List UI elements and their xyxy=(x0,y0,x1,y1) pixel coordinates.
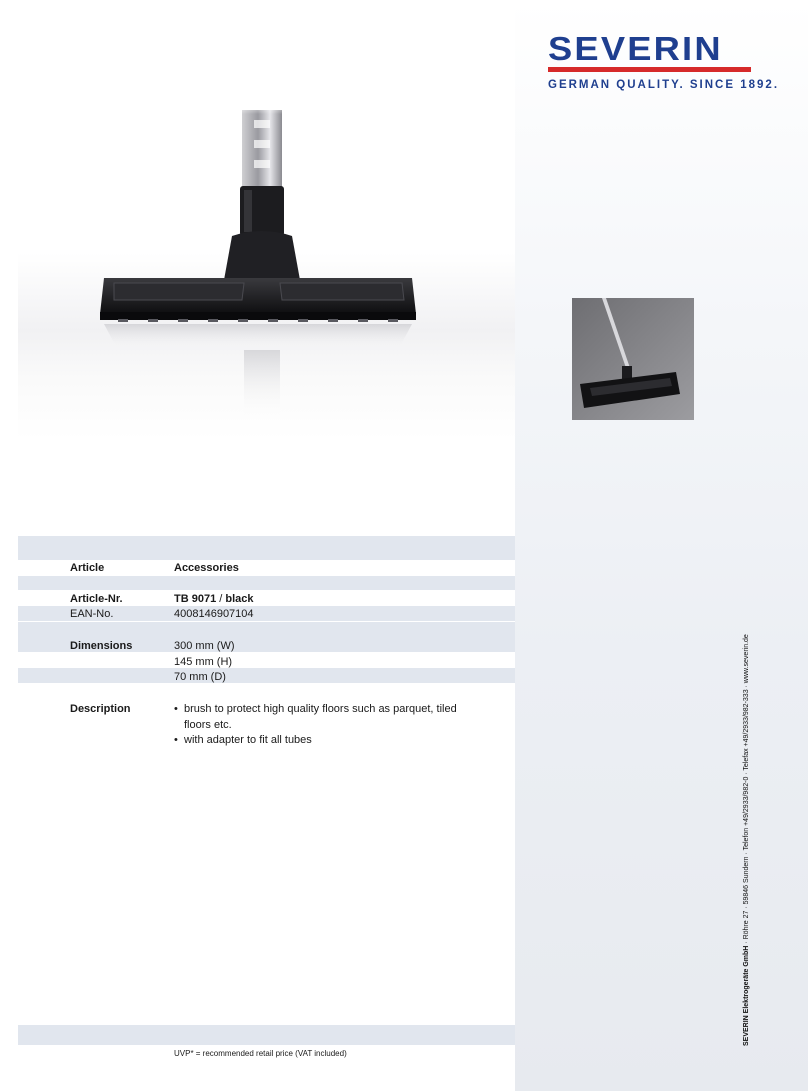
footnote: UVP* = recommended retail price (VAT included) xyxy=(174,1049,347,1058)
table-band xyxy=(18,576,515,590)
company-address: · Röhre 27 · 59846 Sundern · Telefon +49/2933/982-0 · Telefax +49/2933/982-333 · www.severin.de xyxy=(743,634,750,946)
company-name: SEVERIN Elektrogeräte GmbH xyxy=(743,945,750,1046)
thumbnail-illustration xyxy=(572,298,694,420)
list-item: • brush to protect high quality floors such as parquet, tiled floors etc. xyxy=(174,703,457,731)
logo-wordmark: SEVERIN xyxy=(548,30,723,67)
logo-tagline: GERMAN QUALITY. SINCE 1892. xyxy=(548,79,780,91)
product-thumbnail xyxy=(572,298,694,420)
product-main-image xyxy=(18,100,515,440)
article-nr-label: Article-Nr. xyxy=(70,593,123,605)
table-band xyxy=(18,536,515,560)
article-nr-color: black xyxy=(225,593,254,605)
dimensions-label: Dimensions xyxy=(70,640,133,652)
table-band xyxy=(18,622,515,637)
dimension-depth: 70 mm (D) xyxy=(174,671,226,683)
right-side-panel xyxy=(515,0,808,1091)
ean-label: EAN-No. xyxy=(70,608,114,620)
logo-red-bar xyxy=(548,67,751,72)
article-nr-code: TB 9071 xyxy=(174,593,217,605)
floor-brush-illustration xyxy=(18,100,515,440)
footer-band xyxy=(18,1025,515,1045)
article-value: Accessories xyxy=(174,562,239,574)
ean-value: 4008146907104 xyxy=(174,608,254,620)
company-contact-line xyxy=(743,634,750,1046)
article-nr-separator: / xyxy=(216,593,226,605)
severin-logo xyxy=(548,30,780,91)
dimension-height: 145 mm (H) xyxy=(174,656,233,668)
article-label: Article xyxy=(70,562,105,574)
table-band xyxy=(18,668,515,683)
description-item: brush to protect high quality floors such as parquet, tiled floors etc. xyxy=(184,703,457,731)
article-nr-value xyxy=(174,592,254,606)
description-list xyxy=(174,702,474,749)
description-item: with adapter to fit all tubes xyxy=(184,734,312,746)
description-label: Description xyxy=(70,703,131,715)
list-item: • with adapter to fit all tubes xyxy=(174,734,312,746)
dimension-width: 300 mm (W) xyxy=(174,640,235,652)
